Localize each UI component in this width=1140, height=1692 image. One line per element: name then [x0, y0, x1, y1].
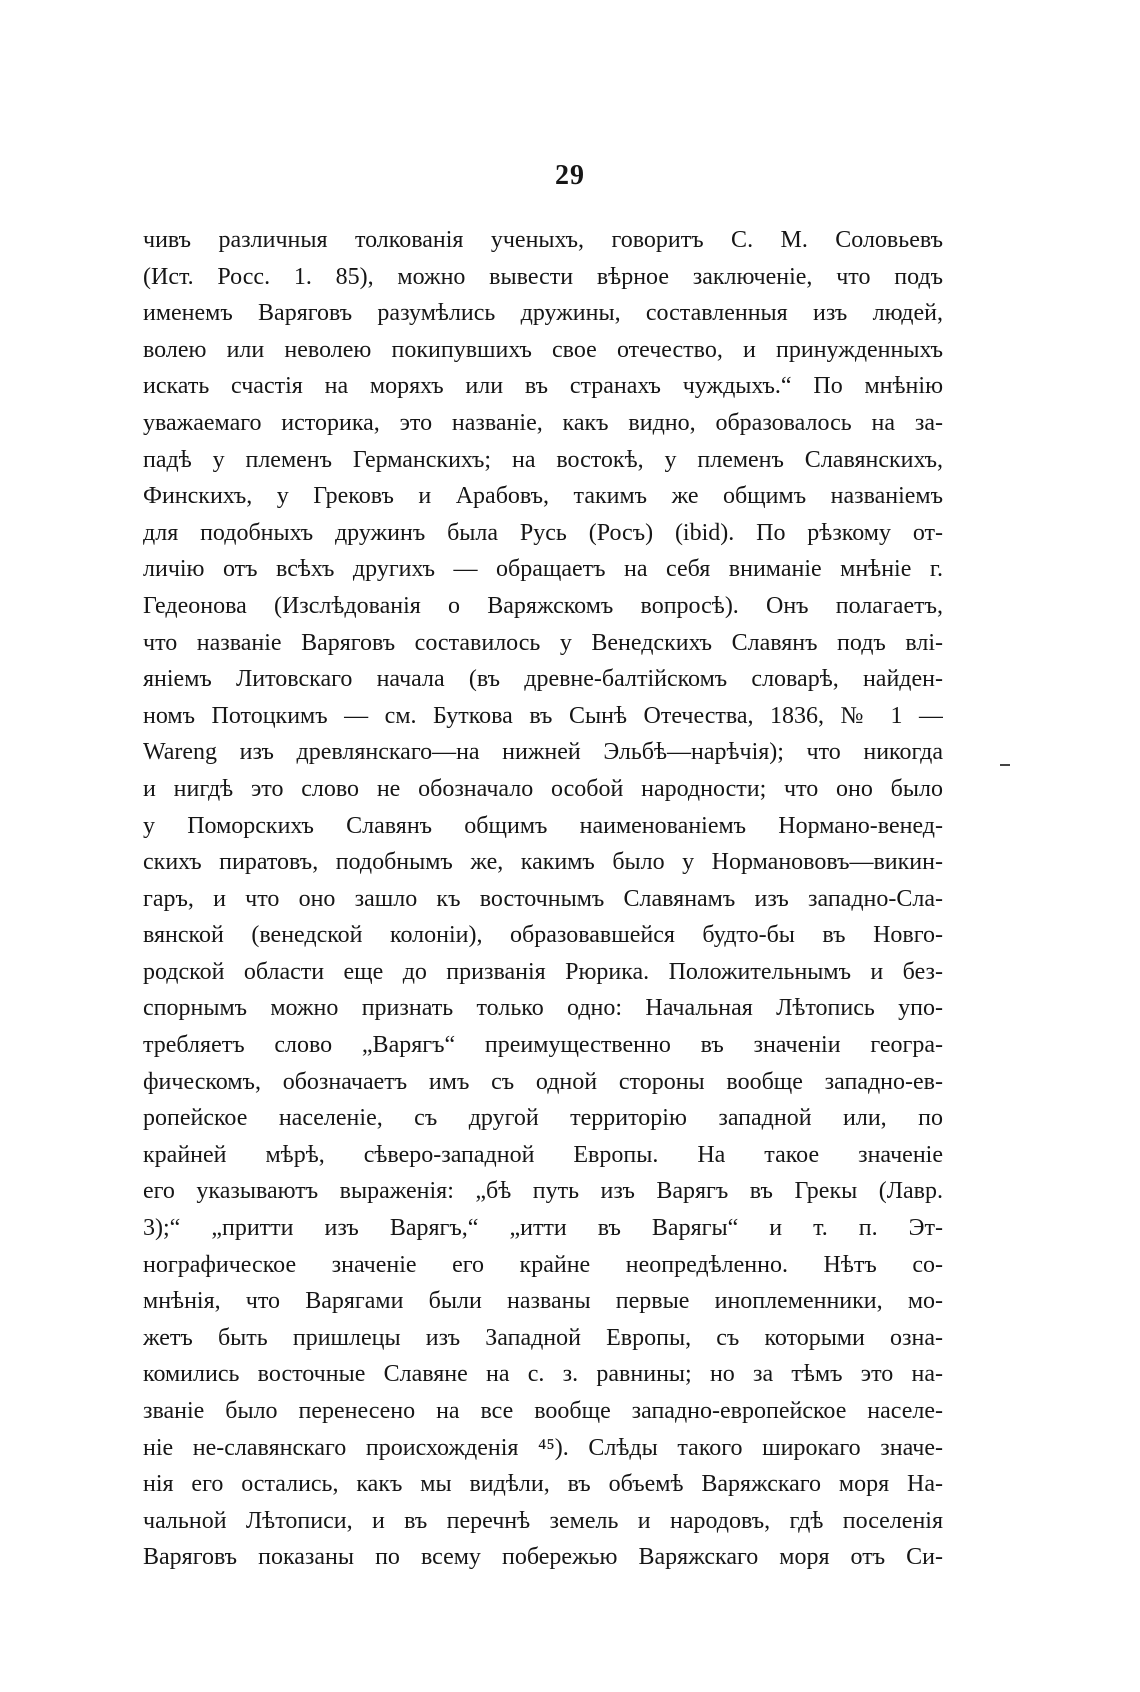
- text-line: ропейское населеніе, съ другой территорію западной или, по: [143, 1105, 943, 1132]
- text-line: Гедеонова (Изслѣдованія о Варяжскомъ вопросѣ). Онъ полагаетъ,: [143, 592, 943, 619]
- text-line: скихъ пиратовъ, подобнымъ же, какимъ было у Норманововъ—викин-: [143, 849, 943, 876]
- text-line: комились восточные Славяне на с. з. равнины; но за тѣмъ это на-: [143, 1361, 943, 1388]
- body-text: [143, 222, 943, 1576]
- text-line: фическомъ, обозначаетъ имъ съ одной стороны вообще западно-ев-: [143, 1068, 943, 1095]
- text-line: требляетъ слово „Варягъ“ преимущественно въ значеніи геогра-: [143, 1032, 943, 1059]
- text-line: для подобныхъ дружинъ была Русь (Росъ) (ibid). По рѣзкому от-: [143, 519, 943, 546]
- text-line: именемъ Варяговъ разумѣлись дружины, составленныя изъ людей,: [143, 300, 943, 327]
- text-line: нографическое значеніе его крайне неопредѣленно. Нѣтъ со-: [143, 1251, 943, 1278]
- text-line: уважаемаго историка, это названіе, какъ видно, образовалось на за-: [143, 409, 943, 436]
- text-line: мнѣнія, что Варягами были названы первые иноплеменники, мо-: [143, 1288, 943, 1315]
- text-line: родской области еще до призванія Рюрика. Положительнымъ и без-: [143, 958, 943, 985]
- margin-mark: [1000, 764, 1010, 766]
- text-line: жетъ быть пришлецы изъ Западной Европы, съ которыми озна-: [143, 1324, 943, 1351]
- text-line: гаръ, и что оно зашло къ восточнымъ Славянамъ изъ западно-Сла-: [143, 885, 943, 912]
- text-line: падѣ у племенъ Германскихъ; на востокѣ, у племенъ Славянскихъ,: [143, 446, 943, 473]
- text-line: искать счастія на моряхъ или въ странахъ чуждыхъ.“ По мнѣнію: [143, 373, 943, 400]
- text-line: Wareng изъ древлянскаго—на нижней Эльбѣ—нарѣчія); что никогда: [143, 739, 943, 766]
- page-number: 29: [555, 160, 585, 191]
- text-line: ніе не-славянскаго происхожденія ⁴⁵). Слѣды такого широкаго значе-: [143, 1434, 943, 1461]
- text-line: чальной Лѣтописи, и въ перечнѣ земель и народовъ, гдѣ поселенія: [143, 1507, 943, 1534]
- text-line: (Ист. Росс. 1. 85), можно вывести вѣрное заключеніе, что подъ: [143, 263, 943, 290]
- text-line: званіе было перенесено на все вообще западно-европейское населе-: [143, 1398, 943, 1424]
- text-line: нія его остались, какъ мы видѣли, въ объемѣ Варяжскаго моря На-: [143, 1471, 943, 1498]
- text-line: яніемъ Литовскаго начала (въ древне-балтійскомъ словарѣ, найден-: [143, 666, 943, 693]
- text-line: его указываютъ выраженія: „бѣ путь изъ Варягъ въ Грекы (Лавр.: [143, 1178, 943, 1205]
- text-line: номъ Потоцкимъ — см. Буткова въ Сынѣ Отечества, 1836, № 1 —: [143, 702, 943, 729]
- text-line: личію отъ всѣхъ другихъ — обращаетъ на себя вниманіе мнѣніе г.: [143, 556, 943, 583]
- text-line: крайней мѣрѣ, сѣверо-западной Европы. На такое значеніе: [143, 1141, 943, 1168]
- text-line: спорнымъ можно признать только одно: Начальная Лѣтопись упо-: [143, 995, 943, 1022]
- text-line: что названіе Варяговъ составилось у Венедскихъ Славянъ подъ влі-: [143, 629, 943, 656]
- text-line: Финскихъ, у Грековъ и Арабовъ, такимъ же общимъ названіемъ: [143, 483, 943, 510]
- text-line: и нигдѣ это слово не обозначало особой народности; что оно было: [143, 775, 943, 802]
- text-line: 3);“ „притти изъ Варягъ,“ „итти въ Варягы“ и т. п. Эт-: [143, 1215, 943, 1242]
- text-line: вянской (венедской колоніи), образовавшейся будто-бы въ Новго-: [143, 922, 943, 949]
- text-line: волею или неволею покипувшихъ свое отечество, и принужденныхъ: [143, 336, 943, 363]
- text-line: чивъ различныя толкованія ученыхъ, говоритъ С. М. Соловьевъ: [143, 227, 943, 253]
- text-line: Варяговъ показаны по всему побережью Варяжскаго моря отъ Си-: [143, 1544, 943, 1571]
- text-line: у Поморскихъ Славянъ общимъ наименованіемъ Нормано-венед-: [143, 812, 943, 839]
